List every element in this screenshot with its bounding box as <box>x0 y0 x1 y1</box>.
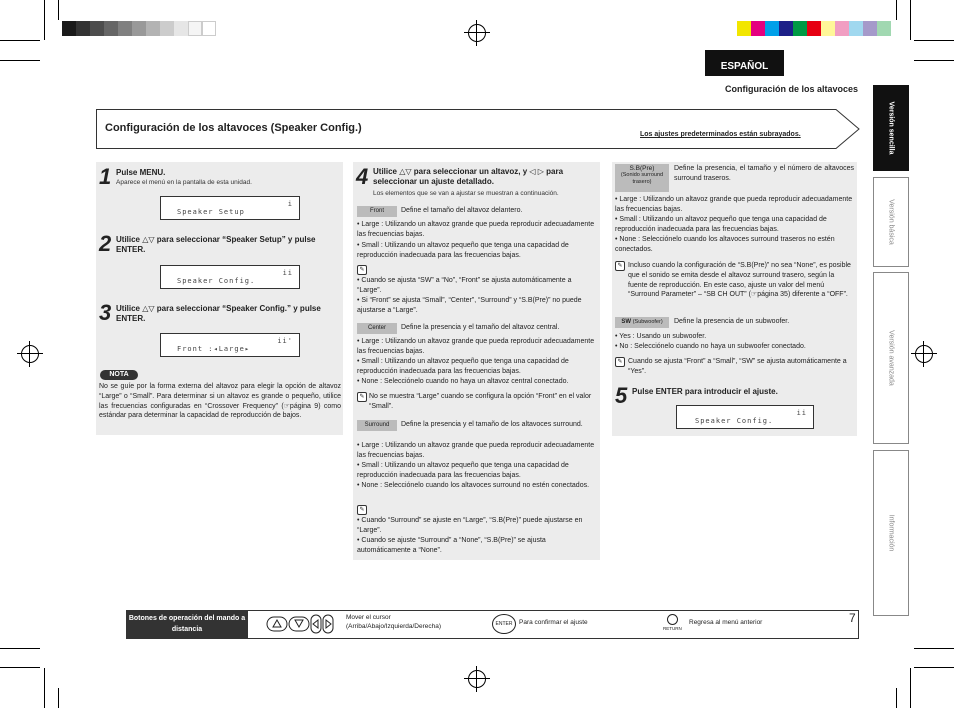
front-note-1: • Cuando se ajusta “SW” a “No”, “Front” se ajusta automáticamente a “Large”. <box>357 277 572 294</box>
nota-text: No se guíe por la forma externa del altavoz para elegir la opción de altavoz “Large” o “Small”. Para determinar si un altavoz es grande o pequeño, utilice las frecuencias configuradas en “Crossover Frequency” (☞página 9) como estándar para determinar la capacidad de reproducción de bajos. <box>99 383 341 420</box>
front-item-small: • Small : Utilizando un altavoz pequeño que tenga una capacidad de reproducción inadecuada para las frecuencias bajas. <box>357 242 569 259</box>
side-tab-informacion[interactable]: Información <box>873 450 909 616</box>
step-number-4: 4 <box>356 164 369 189</box>
color-bar-yellow <box>737 21 751 36</box>
step-number-2: 2 <box>99 231 112 256</box>
sb-item-small: • Small : Utilizando un altavoz pequeño que tenga una capacidad de reproducción inadecuada para las frecuencias bajas. <box>615 216 827 233</box>
grayscale-bar-6 <box>132 21 146 36</box>
front-item-large: • Large : Utilizando un altavoz grande que pueda reproducir adecuadamente las frecuencias bajas. <box>357 221 595 238</box>
crop-mark-bl-h <box>0 667 40 668</box>
color-bar-pink <box>835 21 849 36</box>
crop-mark-tl2-v <box>58 0 59 20</box>
sb-item-none: • None : Selecciónelo cuando los altavoces surround traseros no estén conectados. <box>615 236 835 253</box>
color-bar-cyan <box>765 21 779 36</box>
sb-desc: Define la presencia, el tamaño y el número de altavoces surround traseros. <box>674 165 854 182</box>
center-desc: Define la presencia y el tamaño del altavoz central. <box>401 324 560 331</box>
return-button-text: Regresa al menú anterior <box>689 619 763 626</box>
steps-panel-1 <box>96 162 343 435</box>
lcd-indicator-5: ii <box>796 409 807 417</box>
step4-desc: Los elementos que se van a ajustar se muestran a continuación. <box>373 190 559 197</box>
center-item-none: • None : Selecciónelo cuando no haya un altavoz central conectado. <box>357 378 569 385</box>
enter-button-icon: ENTER <box>492 614 516 634</box>
language-badge: ESPAÑOL <box>705 50 784 76</box>
crop-mark-tl-h <box>0 40 40 41</box>
color-bar-green <box>793 21 807 36</box>
step-number-3: 3 <box>99 300 112 325</box>
grayscale-bar-7 <box>146 21 160 36</box>
color-bar-light-green <box>877 21 891 36</box>
sw-item-no: • No : Selecciónelo cuando no haya un subwoofer conectado. <box>615 343 806 350</box>
sw-item-yes: • Yes : Usando un subwoofer. <box>615 333 707 340</box>
section-header: Configuración de los altavoces <box>724 84 858 94</box>
side-tab-version-sencilla[interactable]: Versión sencilla <box>873 85 909 171</box>
surround-note-1: • Cuando “Surround” se ajuste en “Large”, “S.B(Pre)” puede ajustarse en “Large”. <box>357 517 583 534</box>
enter-button-text: Para confirmar el ajuste <box>519 619 588 626</box>
color-bar-red <box>807 21 821 36</box>
pencil-note-icon: ✎ <box>357 265 367 275</box>
step3-title: Utilice △▽ para seleccionar “Speaker Config.” y pulse ENTER. <box>116 304 321 324</box>
tag-sb-pre <box>615 164 669 192</box>
tag-surround: Surround <box>357 420 397 431</box>
lcd-text-2: Speaker Config. <box>177 277 256 285</box>
side-tab-version-avanzada[interactable]: Versión avanzada <box>873 272 909 444</box>
registration-mark-bottom <box>464 666 490 692</box>
step1-title: Pulse MENU. <box>116 168 166 177</box>
surround-item-none: • None : Selecciónelo cuando los altavoces surround no estén conectados. <box>357 482 590 489</box>
crop-mark-br-v <box>910 668 911 708</box>
lcd-display-1 <box>160 196 300 220</box>
step2-title: Utilice △▽ para seleccionar “Speaker Setup” y pulse ENTER. <box>116 235 316 255</box>
cursor-buttons-icon <box>266 614 334 634</box>
sb-note: Incluso cuando la configuración de “S.B(Pre)” no sea “None”, es posible que el sonido se emita desde el altavoz surround trasero, según la fuente de reproducción. En este caso, ajuste un valor del menú “Surround Parameter” – “SB CH OUT” (☞página 35) diferente a “OFF”. <box>628 262 851 299</box>
crop-mark-br-h <box>914 667 954 668</box>
step4-title: Utilice △▽ para seleccionar un altavoz, y ◁ ▷ para seleccionar un ajuste detallado. <box>373 167 564 187</box>
step-number-1: 1 <box>99 164 112 189</box>
grayscale-bar-5 <box>118 21 132 36</box>
sb-item-large: • Large : Utilizando un altavoz grande que pueda reproducir adecuadamente las frecuencias bajas. <box>615 196 853 213</box>
crop-mark-tl2-h <box>0 60 40 61</box>
grayscale-bar-3 <box>90 21 104 36</box>
tag-sw-sub: (Subwoofer) <box>632 319 663 325</box>
lcd-indicator-1: i <box>287 200 293 208</box>
tag-front: Front <box>357 206 397 217</box>
crop-mark-tr-h <box>914 40 954 41</box>
crop-mark-tr-v <box>910 0 911 40</box>
lcd-text-1: Speaker Setup <box>177 208 245 216</box>
grayscale-bar-10 <box>188 21 202 36</box>
nota-badge: NOTA <box>100 370 138 380</box>
lcd-indicator-2: ii <box>282 269 293 277</box>
crop-mark-bl2-v <box>58 688 59 708</box>
front-note-2: • Si “Front” se ajusta “Small”, “Center”, “Surround” y “S.B(Pre)” no puede ajustarse a “Large”. <box>357 297 582 314</box>
step1-desc: Aparece el menú en la pantalla de esta unidad. <box>116 179 252 186</box>
crop-mark-tr2-v <box>896 0 897 20</box>
color-bar-pale-yellow <box>821 21 835 36</box>
tag-sb-pre-sub: (Sonido surround trasero) <box>620 172 664 185</box>
return-button-icon <box>667 614 678 625</box>
grayscale-bar-1 <box>62 21 76 36</box>
front-desc: Define el tamaño del altavoz delantero. <box>401 207 523 214</box>
grayscale-bar-2 <box>76 21 90 36</box>
steps-panel-3 <box>612 162 857 436</box>
steps-panel-2 <box>353 162 600 560</box>
cursor-buttons-text: Mover el cursor (Arriba/Abajo/Izquierda/Derecha) <box>346 614 442 631</box>
lcd-text-5: Speaker Config. <box>695 417 774 425</box>
surround-item-large: • Large : Utilizando un altavoz grande que pueda reproducir adecuadamente las frecuencias bajas. <box>357 442 595 459</box>
pencil-note-icon: ✎ <box>357 392 367 402</box>
grayscale-bar-8 <box>160 21 174 36</box>
pencil-note-icon: ✎ <box>357 505 367 515</box>
lcd-display-2 <box>160 265 300 289</box>
lcd-indicator-3: ii' <box>277 337 293 345</box>
tag-center: Center <box>357 323 397 334</box>
crop-mark-br2-v <box>896 688 897 708</box>
crop-mark-bl-v <box>44 668 45 708</box>
color-bar-lavender <box>863 21 877 36</box>
center-item-large: • Large : Utilizando un altavoz grande que pueda reproducir adecuadamente las frecuencias bajas. <box>357 338 595 355</box>
surround-desc: Define la presencia y el tamaño de los altavoces surround. <box>401 421 583 428</box>
registration-mark-left <box>17 341 43 367</box>
center-note: No se muestra “Large” cuando se configura la opción “Front” en el valor “Small”. <box>369 393 592 410</box>
crop-mark-br2-h <box>914 648 954 649</box>
lcd-display-3 <box>160 333 300 357</box>
tag-sb-pre-label: S.B(Pre) <box>629 165 655 172</box>
tag-sw <box>615 317 669 328</box>
sw-note: Cuando se ajusta “Front” a “Small”, “SW” se ajusta automáticamente a “Yes”. <box>628 358 847 375</box>
color-bar-light-cyan <box>849 21 863 36</box>
crop-mark-tr2-h <box>914 60 954 61</box>
remote-buttons-label: Botones de operación del mando a distancia <box>126 610 248 639</box>
step5-title: Pulse ENTER para introducir el ajuste. <box>632 387 778 396</box>
lcd-display-5 <box>676 405 814 429</box>
lcd-text-3: Front :◂Large▸ <box>177 345 251 353</box>
pencil-note-icon: ✎ <box>615 261 625 271</box>
grayscale-bar-4 <box>104 21 118 36</box>
side-tab-version-basica[interactable]: Versión básica <box>873 177 909 267</box>
center-item-small: • Small : Utilizando un altavoz pequeño que tenga una capacidad de reproducción inadecuada para las frecuencias bajas. <box>357 358 569 375</box>
page-title: Configuración de los altavoces (Speaker Config.) <box>105 122 362 134</box>
registration-mark-right <box>911 341 937 367</box>
grayscale-bar-9 <box>174 21 188 36</box>
crop-mark-tl-v <box>44 0 45 40</box>
pencil-note-icon: ✎ <box>615 357 625 367</box>
sw-desc: Define la presencia de un subwoofer. <box>674 318 790 325</box>
color-bar-magenta <box>751 21 765 36</box>
default-settings-note: Los ajustes predeterminados están subrayados. <box>640 131 801 138</box>
registration-mark-top <box>464 20 490 46</box>
page-number: 7 <box>849 611 856 625</box>
crop-mark-bl2-h <box>0 648 40 649</box>
surround-item-small: • Small : Utilizando un altavoz pequeño que tenga una capacidad de reproducción inadecuada para las frecuencias bajas. <box>357 462 569 479</box>
tag-sw-label: SW <box>621 319 632 325</box>
return-button-label: RETURN <box>663 626 682 631</box>
color-bar-blue <box>779 21 793 36</box>
grayscale-bar-11 <box>202 21 216 36</box>
surround-note-2: • Cuando se ajuste “Surround” a “None”, “S.B(Pre)” se ajusta automáticamente a “None”. <box>357 537 546 554</box>
step-number-5: 5 <box>615 383 628 408</box>
